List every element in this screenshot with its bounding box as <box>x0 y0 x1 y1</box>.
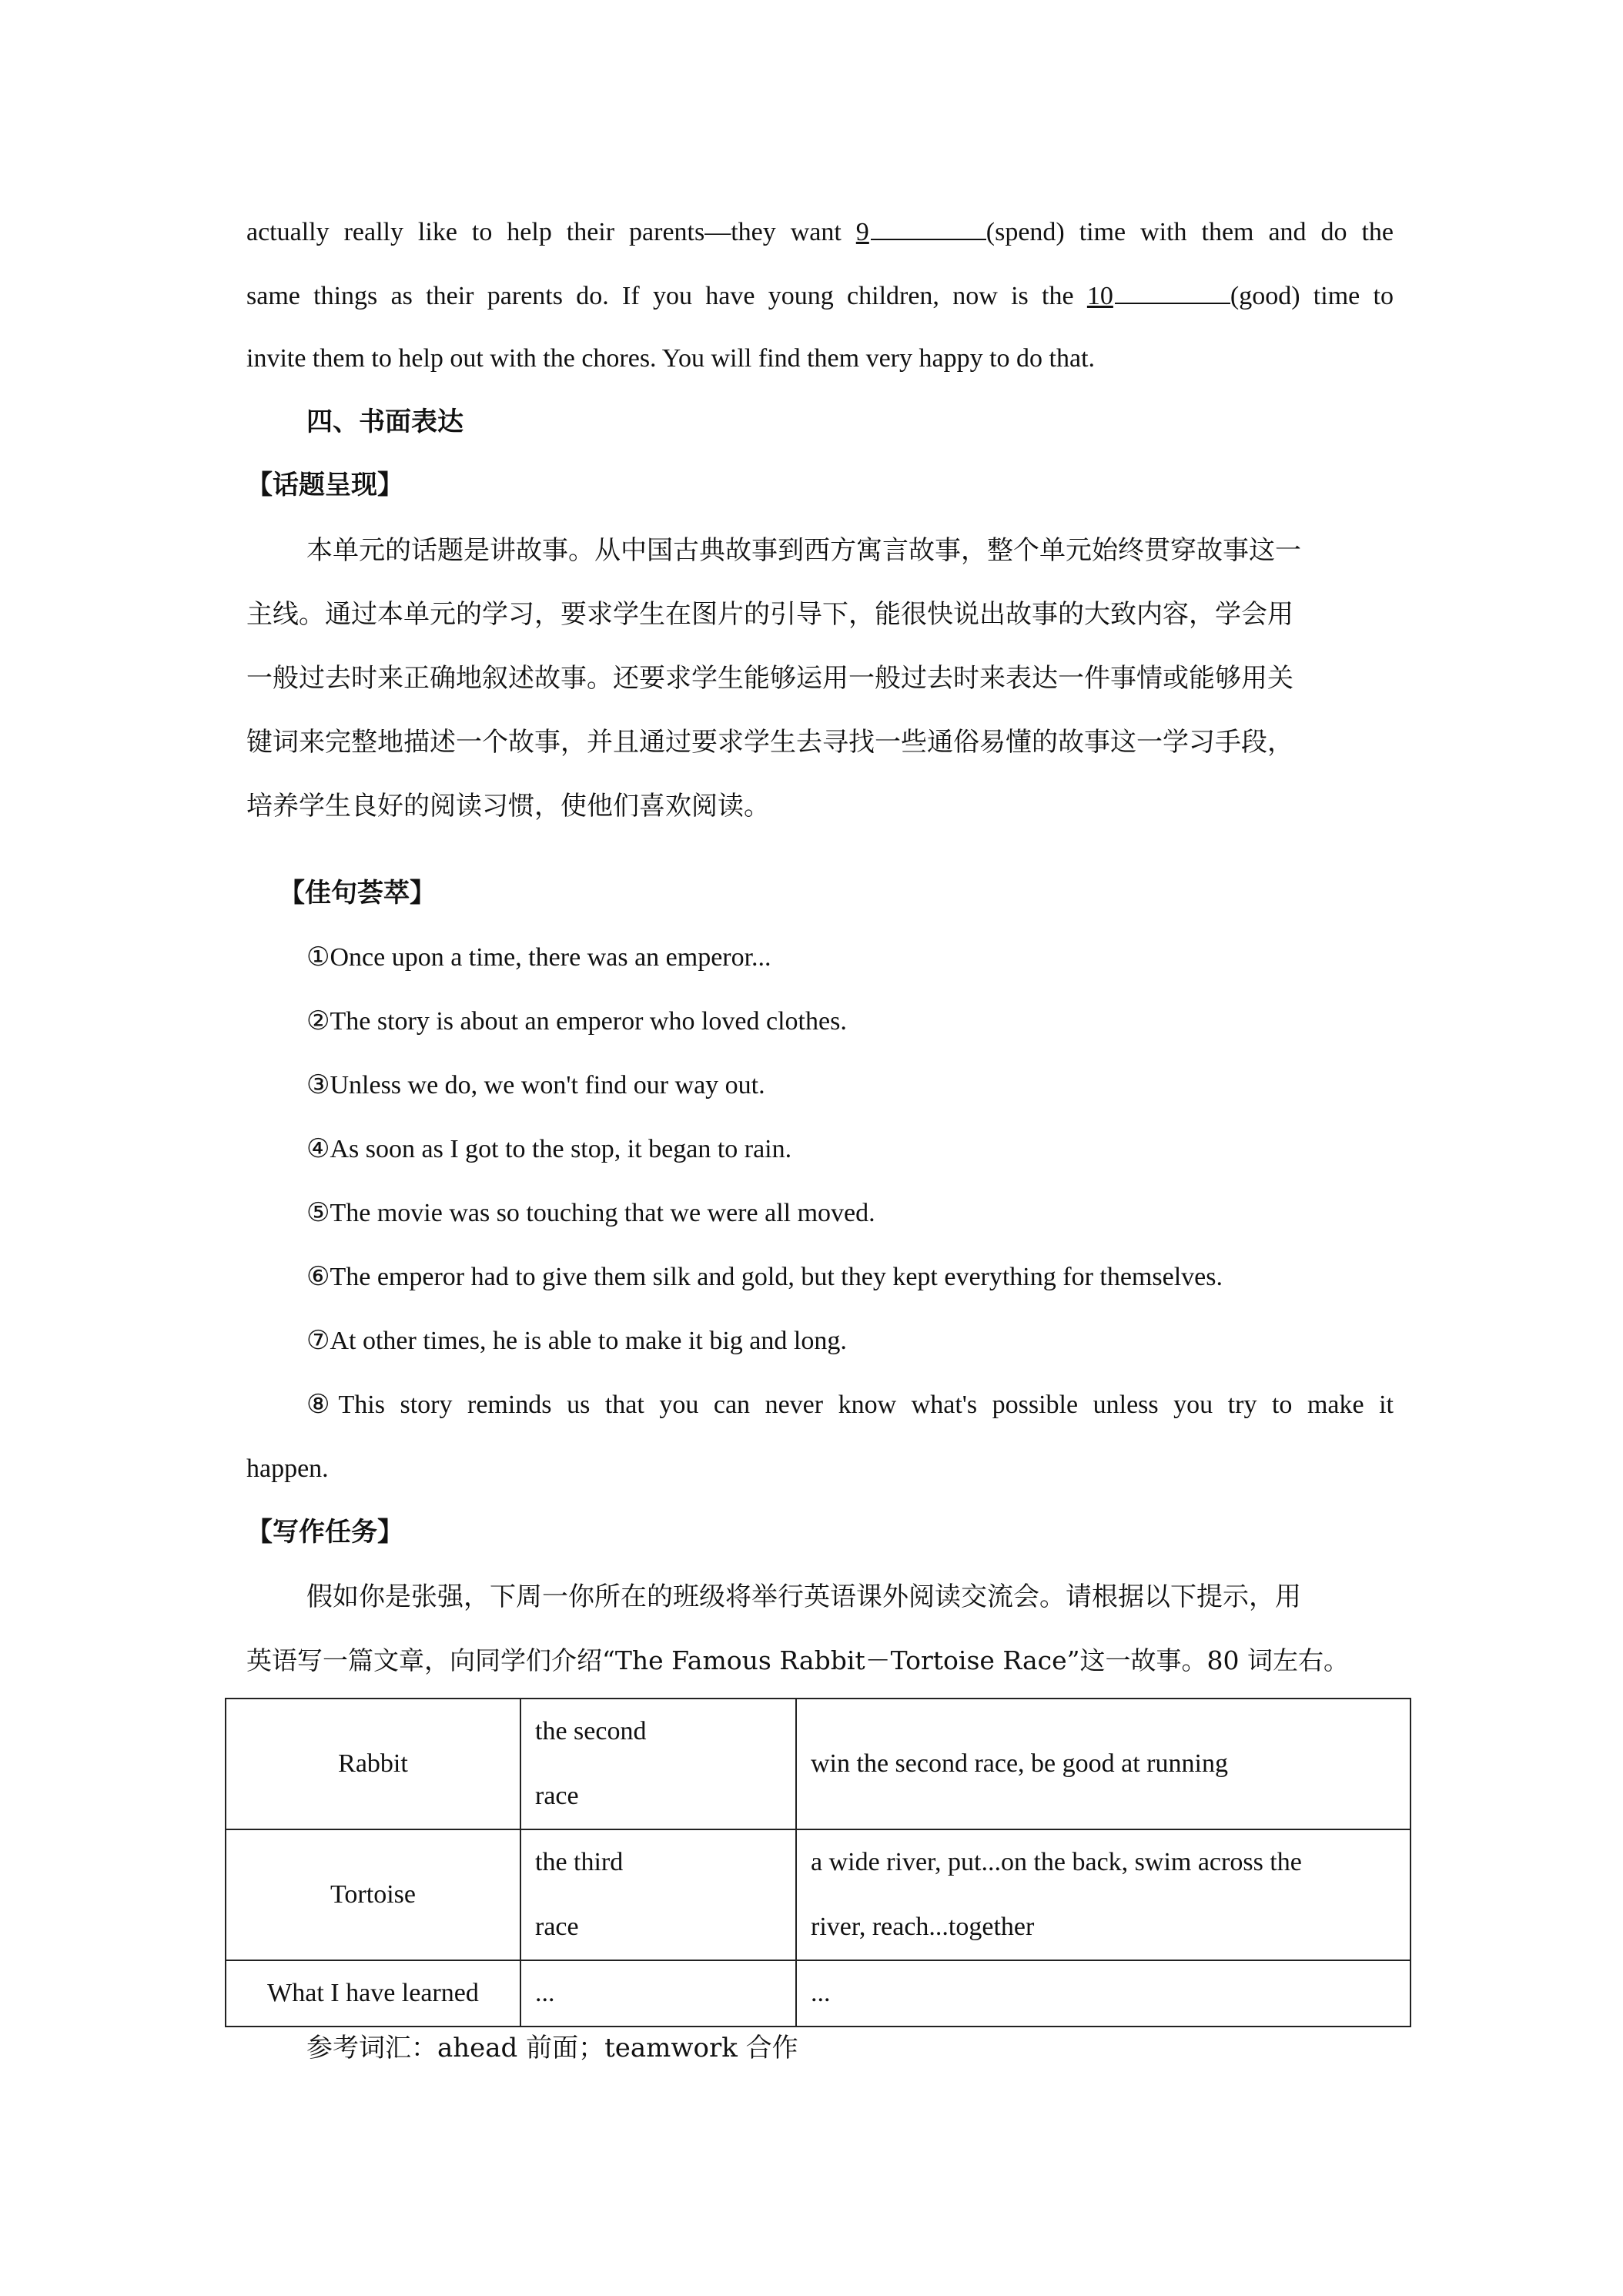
table-cell: ... <box>520 1960 796 2027</box>
task-heading: 【写作任务】 <box>246 1517 403 1548</box>
table-cell <box>796 1829 1411 1960</box>
passage-text: actually really like to help their parents—they want <box>246 218 856 246</box>
table-row <box>226 1699 1411 1829</box>
task-line-1: 假如你是张强，下周一你所在的班级将举行英语课外阅读交流会。请根据以下提示，用 <box>306 1581 1301 1612</box>
table-cell: ... <box>796 1960 1411 2027</box>
blank-9-line <box>871 216 986 240</box>
section-title: 四、书面表达 <box>306 407 463 437</box>
topic-heading: 【话题呈现】 <box>246 470 403 500</box>
topic-line-1: 本单元的话题是讲故事。从中国古典故事到西方寓言故事，整个单元始终贯穿故事这一 <box>306 535 1301 566</box>
sentences-heading: 【佳句荟萃】 <box>279 878 436 909</box>
passage-line-3: invite them to help out with the chores. You will find them very happy to do that. <box>246 344 1096 373</box>
sentence-8-line-2: happen. <box>246 1454 329 1483</box>
sentence-8-line-1: ⑧This story reminds us that you can never know what's possible unless you try to make it <box>306 1391 1394 1419</box>
sentence-3: ③Unless we do, we won't find our way out. <box>306 1071 765 1099</box>
sentence-7: ⑦At other times, he is able to make it big and long. <box>306 1327 847 1355</box>
blank-10-line <box>1115 279 1230 304</box>
sentence-6: ⑥The emperor had to give them silk and gold, but they kept everything for themselves. <box>306 1263 1223 1291</box>
table-row <box>226 1960 1411 2027</box>
table-cell <box>520 1699 796 1829</box>
topic-line-3: 一般过去时来正确地叙述故事。还要求学生能够运用一般过去时来表达一件事情或能够用关 <box>246 663 1293 694</box>
passage-text: (good) time to <box>1230 282 1394 310</box>
blank-9-number: 9 <box>855 218 869 246</box>
passage-text: same things as their parents do. If you have young children, now is the <box>246 282 1087 310</box>
passage-line-1 <box>246 216 1394 248</box>
passage-text: (spend) time with them and do the <box>986 218 1394 246</box>
topic-line-5: 培养学生良好的阅读习惯，使他们喜欢阅读。 <box>246 791 770 822</box>
task-line-2: 英语写一篇文章，向同学们介绍“The Famous Rabbit－Tortoise Race”这一故事。80 词左右。 <box>246 1645 1350 1675</box>
table-cell: win the second race, be good at running <box>796 1699 1411 1829</box>
table-cell: Tortoise <box>226 1829 520 1960</box>
table-cell-line: race <box>535 1913 579 1941</box>
topic-line-2: 主线。通过本单元的学习，要求学生在图片的引导下，能很快说出故事的大致内容，学会用 <box>246 599 1293 630</box>
passage-line-2 <box>246 279 1394 312</box>
sentence-2: ②The story is about an emperor who loved clothes. <box>306 1007 847 1036</box>
sentence-4: ④As soon as I got to the stop, it began to rain. <box>306 1135 792 1163</box>
table-row <box>226 1829 1411 1960</box>
sentence-5: ⑤The movie was so touching that we were all moved. <box>306 1199 875 1227</box>
table-cell-line: river, reach...together <box>811 1913 1035 1941</box>
writing-prompt-table <box>225 1698 1411 2027</box>
table-cell <box>520 1829 796 1960</box>
table-cell-line: a wide river, put...on the back, swim across the <box>811 1848 1302 1876</box>
table-cell: Rabbit <box>226 1699 520 1829</box>
blank-10-number: 10 <box>1086 282 1113 310</box>
sentence-1: ①Once upon a time, there was an emperor... <box>306 943 771 972</box>
reference-vocabulary: 参考词汇：ahead 前面；teamwork 合作 <box>306 2033 798 2063</box>
table-cell-line: the third <box>535 1848 624 1876</box>
topic-line-4: 键词来完整地描述一个故事，并且通过要求学生去寻找一些通俗易懂的故事这一学习手段， <box>246 727 1293 758</box>
table-cell-line: race <box>535 1782 579 1810</box>
table-cell: What I have learned <box>226 1960 520 2027</box>
table-cell-line: the second <box>535 1717 647 1745</box>
